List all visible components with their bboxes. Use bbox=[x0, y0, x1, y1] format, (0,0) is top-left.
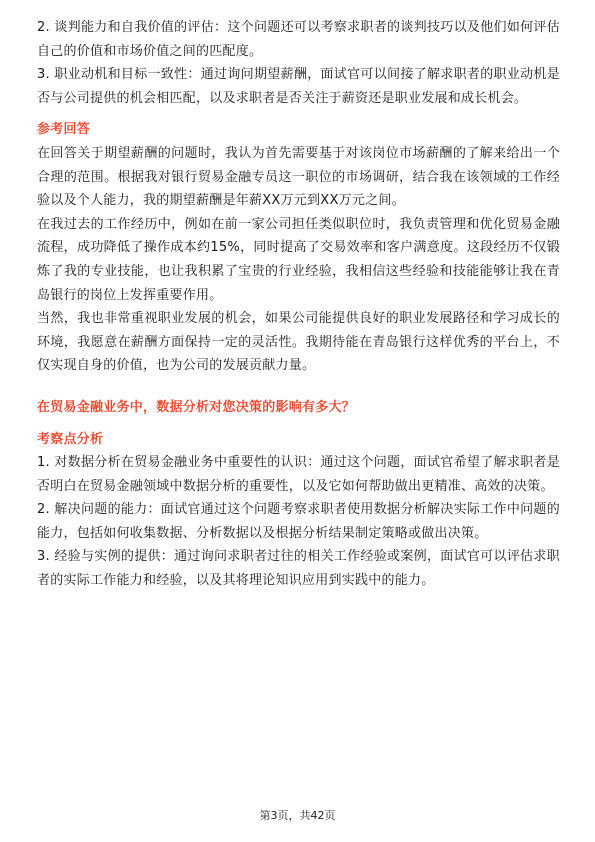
analysis-item-3: 3. 职业动机和目标一致性：通过询问期望薪酬，面试官可以间接了解求职者的职业动机是否与公司提供的机会相匹配，以及求职者是否关注于薪资还是职业发展和成长机会。 bbox=[37, 67, 560, 106]
answer-paragraph-1: 在回答关于期望薪酬的问题时，我认为首先需要基于对该岗位市场薪酬的了解来给出一个合理的范围。根据我对银行贸易金融专员这一职位的市场调研，结合我在该领域的工作经验以及个人能力，我的期望薪酬是年薪XX万元到XX万元之间。 bbox=[37, 145, 560, 209]
page-number: 第3页，共42页 bbox=[259, 809, 336, 822]
question-title: 在贸易金融业务中，数据分析对您决策的影响有多大？ bbox=[37, 399, 356, 415]
analysis-heading: 考察点分析 bbox=[37, 431, 104, 447]
document-page bbox=[37, 16, 560, 593]
reference-answer-heading: 参考回答 bbox=[37, 122, 91, 138]
answer-paragraph-2: 在我过去的工作经历中，例如在前一家公司担任类似职位时，我负责管理和优化贸易金融流程，成功降低了操作成本约15%，同时提高了交易效率和客户满意度。这段经历不仅锻炼了我的专业技能，也让我积累了宝贵的行业经验，我相信这些经验和技能能够让我在青岛银行的岗位上发挥重要作用。 bbox=[37, 216, 560, 303]
previous-question-section bbox=[37, 16, 560, 378]
analysis-item-3b: 3. 经验与实例的提供：通过询问求职者过往的相关工作经验或案例，面试官可以评估求职者的实际工作能力和经验，以及其将理论知识应用到实践中的能力。 bbox=[37, 549, 560, 589]
answer-paragraph-3: 当然，我也非常重视职业发展的机会，如果公司能提供良好的职业发展路径和学习成长的环境，我愿意在薪酬方面保持一定的灵活性。我期待能在青岛银行这样优秀的平台上，不仅实现自身的价值，也为公司的发展贡献力量。 bbox=[37, 311, 560, 374]
analysis-item-2b: 2. 解决问题的能力：面试官通过这个问题考察求职者使用数据分析解决实际工作中问题的能力，包括如何收集数据、分析数据以及根据分析结果制定策略或做出决策。 bbox=[37, 502, 560, 541]
question-section bbox=[37, 396, 560, 593]
analysis-item-2: 2. 谈判能力和自我价值的评估：这个问题还可以考察求职者的谈判技巧以及他们如何评估自己的价值和市场价值之间的匹配度。 bbox=[37, 20, 560, 59]
analysis-item-1: 1. 对数据分析在贸易金融业务中重要性的认识：通过这个问题，面试官希望了解求职者是否明白在贸易金融领域中数据分析的重要性，以及它如何帮助做出更精准、高效的决策。 bbox=[37, 455, 560, 494]
